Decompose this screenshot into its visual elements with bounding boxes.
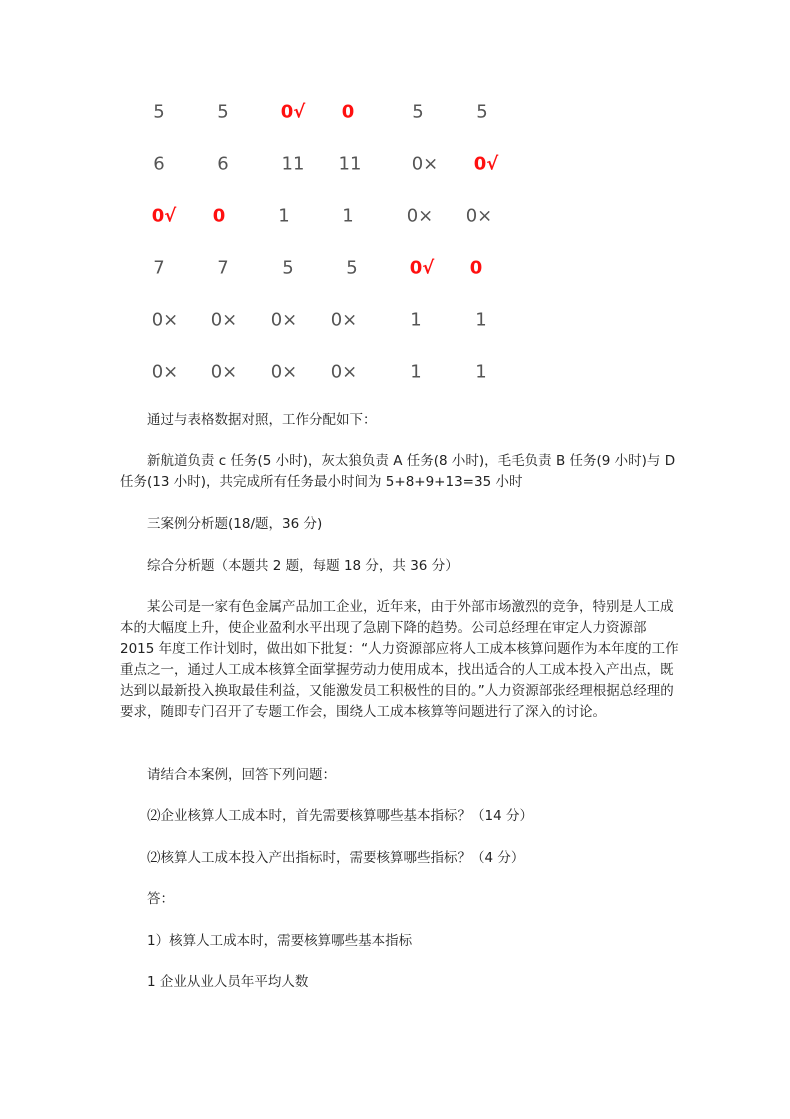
matrix-cell-r3-c5: 0× xyxy=(406,205,434,227)
matrix-cell-r5-c5: 1 xyxy=(410,309,422,331)
matrix-cell-r6-c2: 0× xyxy=(210,361,238,383)
matrix-cell-r2-c1: 6 xyxy=(153,153,165,175)
matrix-cell-r6-c5: 1 xyxy=(410,361,422,383)
question-2: ⑵核算人工成本投入产出指标时，需要核算哪些指标？（4 分） xyxy=(147,850,525,866)
matrix-cell-r3-c1: 0√ xyxy=(151,205,177,227)
paragraph-allocation-result: 新航道负责 c 任务(5 小时)，灰太狼负责 A 任务(8 小时)，毛毛负责 B 任务(9 小时)与 D 任务(13 小时)，共完成所有任务最小时间为 5+8+9+13=35 小时 xyxy=(120,453,676,490)
matrix-cell-r1-c3: 0√ xyxy=(280,101,306,123)
matrix-cell-r6-c4: 0× xyxy=(330,361,358,383)
question-1: ⑵企业核算人工成本时，首先需要核算哪些基本指标？（14 分） xyxy=(147,808,533,824)
matrix-cell-r2-c5: 0× xyxy=(411,153,439,175)
matrix-cell-r5-c1: 0× xyxy=(151,309,179,331)
matrix-cell-r2-c6: 0√ xyxy=(473,153,499,175)
matrix-cell-r6-c1: 0× xyxy=(151,361,179,383)
matrix-cell-r5-c6: 1 xyxy=(475,309,487,331)
matrix-cell-r4-c3: 5 xyxy=(282,257,294,279)
matrix-cell-r5-c3: 0× xyxy=(270,309,298,331)
matrix-cell-r4-c6: 0 xyxy=(469,257,483,279)
matrix-cell-r2-c4: 11 xyxy=(338,153,362,175)
paragraph-case-description: 某公司是一家有色金属产品加工企业，近年来，由于外部市场激烈的竞争，特别是人工成本的大幅度上升，使企业盈利水平出现了急剧下降的趋势。公司总经理在审定人力资源部 2015 年度工作计划时，做出如下批复：“人力资源部应将人工成本核算问题作为本年度的工作重点之一，通过人工成本核算全面掌握劳动力使用成本，找出适合的人工成本投入产出点，既达到以最新投入换取最佳利益，又能激发员工积极性的目的。”人力资源部张经理根据总经理的要求，随即专门召开了专题工作会，围绕人工成本核算等问题进行了深入的讨论。 xyxy=(120,599,679,720)
paragraph-question-prompt: 请结合本案例，回答下列问题： xyxy=(147,767,336,783)
matrix-cell-r2-c3: 11 xyxy=(281,153,305,175)
matrix-cell-r3-c2: 0 xyxy=(212,205,226,227)
matrix-cell-r4-c1: 7 xyxy=(153,257,165,279)
matrix-cell-r1-c2: 5 xyxy=(217,101,229,123)
answer-item-1: 1 企业从业人员年平均人数 xyxy=(147,974,309,990)
matrix-cell-r3-c4: 1 xyxy=(342,205,354,227)
allocation-matrix xyxy=(0,0,790,400)
matrix-cell-r6-c6: 1 xyxy=(475,361,487,383)
answer-label: 答： xyxy=(147,891,174,907)
matrix-cell-r6-c3: 0× xyxy=(270,361,298,383)
matrix-cell-r1-c1: 5 xyxy=(153,101,165,123)
matrix-cell-r1-c4: 0 xyxy=(341,101,355,123)
matrix-cell-r4-c5: 0√ xyxy=(409,257,435,279)
matrix-cell-r3-c3: 1 xyxy=(278,205,290,227)
matrix-cell-r2-c2: 6 xyxy=(217,153,229,175)
matrix-cell-r5-c2: 0× xyxy=(210,309,238,331)
matrix-cell-r5-c4: 0× xyxy=(330,309,358,331)
matrix-cell-r3-c6: 0× xyxy=(465,205,493,227)
matrix-cell-r4-c4: 5 xyxy=(346,257,358,279)
matrix-cell-r1-c5: 5 xyxy=(412,101,424,123)
section-heading-case-analysis: 三案例分析题(18/题，36 分) xyxy=(147,516,323,532)
matrix-cell-r1-c6: 5 xyxy=(476,101,488,123)
matrix-cell-r4-c2: 7 xyxy=(217,257,229,279)
paragraph-comprehensive-analysis: 综合分析题（本题共 2 题，每题 18 分，共 36 分） xyxy=(147,558,459,574)
paragraph-allocation-intro: 通过与表格数据对照，工作分配如下： xyxy=(147,412,377,428)
answer-heading-1: 1）核算人工成本时，需要核算哪些基本指标 xyxy=(147,933,413,949)
